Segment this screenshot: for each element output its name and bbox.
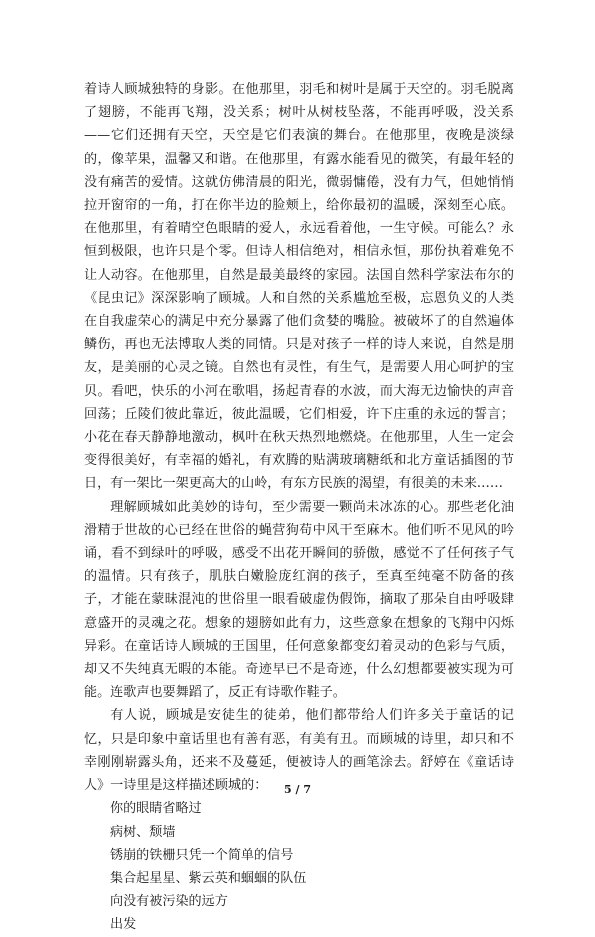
poem-line: 集合起星星、紫云英和蝈蝈的队伍 [110,870,307,886]
poem-line: 病树、颓墙 [110,824,176,840]
poem-line: 你的眼睛省略过 [110,801,202,817]
paragraph-understanding: 理解顾城如此美妙的诗句，至少需要一颗尚未冰冻的心。那些老化油滑精于世故的心已经在世俗的蝇营狗苟中风干至麻木。他们听不见风的吟诵，看不到绿叶的呼吸，感受不出花开瞬间的骄傲，感觉不了任何孩子气的温情。只有孩子，肌肤白嫩脸庞红润的孩子，至真至纯毫不防备的孩子，才能在蒙昧混沌的世俗里一眼看破虚伪假饰，摘取了那朵自由呼吸肆意盛开的灵魂之花。想象的翅膀如此有力，这些意象在想象的飞翔中闪烁异彩。在童话诗人顾城的王国里，任何意象都变幻着灵动的色彩与气质，却又不失纯真无暇的本能。奇迹早已不是奇迹，什么幻想都要被实现为可能。连歌声也要舞蹈了，反正有诗歌作鞋子。 [84,499,514,701]
paragraph-andersen: 有人说，顾城是安徒生的徒弟，他们都带给人们许多关于童话的记忆，只是印象中童话里也有善有恶，有美有丑。而顾城的诗里，却只和不幸刚刚崭露头角，还来不及蔓延，便被诗人的画笔涂去。舒婷在《童话诗人》一诗里是这样描述顾城的： [84,708,514,794]
poem-line: 锈崩的铁栅只凭一个简单的信号 [110,847,294,863]
poem-line: 出发 [110,917,137,933]
page-number: 5 / 7 [284,783,311,796]
poem-quote [84,797,514,936]
paragraph-continued: 着诗人顾城独特的身影。在他那里，羽毛和树叶是属于天空的。羽毛脱离了翅膀，不能再飞翔，没关系；树叶从树枝坠落，不能再呼吸，没关系——它们还拥有天空，天空是它们表演的舞台。在他那里，夜晚是淡绿的，像苹果，温馨又和谐。在他那里，有露水能看见的微笑，有最年轻的没有痛苦的爱情。这就仿佛清晨的阳光，微弱慵倦，没有力气，但她悄悄拉开窗帘的一角，打在你半边的脸颊上，给你最初的温暖，深刻至心底。在他那里，有着晴空色眼睛的爱人，永远看着他，一生守候。可能么？永恒到极限，也许只是个零。但诗人相信绝对，相信永恒，那份执着难免不让人动容。在他那里，自然是最美最终的家园。法国自然科学家法布尔的《昆虫记》深深影响了顾城。人和自然的关系尴尬至极，忘恩负义的人类在自我虚荣心的满足中充分暴露了他们贪婪的嘴脸。被破坏了的自然遍体鳞伤，再也无法博取人类的同情。只是对孩子一样的诗人来说，自然是朋友，是美丽的心灵之镜。自然也有灵性，有生气，是需要人用心呵护的宝贝。看吧，快乐的小河在歌唱，扬起青春的水波，而大海无边愉快的声音回荡；丘陵们彼此靠近，彼此温暖，它们相爱，许下庄重的永远的誓言；小花在春天静静地激动，枫叶在秋天热烈地燃烧。在他那里，人生一定会变得很美好，有幸福的婚礼，有欢腾的贴满玻璃糖纸和北方童话插图的节日，有一架比一架更高大的山岭，有东方民族的渴望，有很美的未来…… [84,82,514,492]
poem-line: 向没有被污染的远方 [110,894,228,910]
page-content [84,78,514,937]
